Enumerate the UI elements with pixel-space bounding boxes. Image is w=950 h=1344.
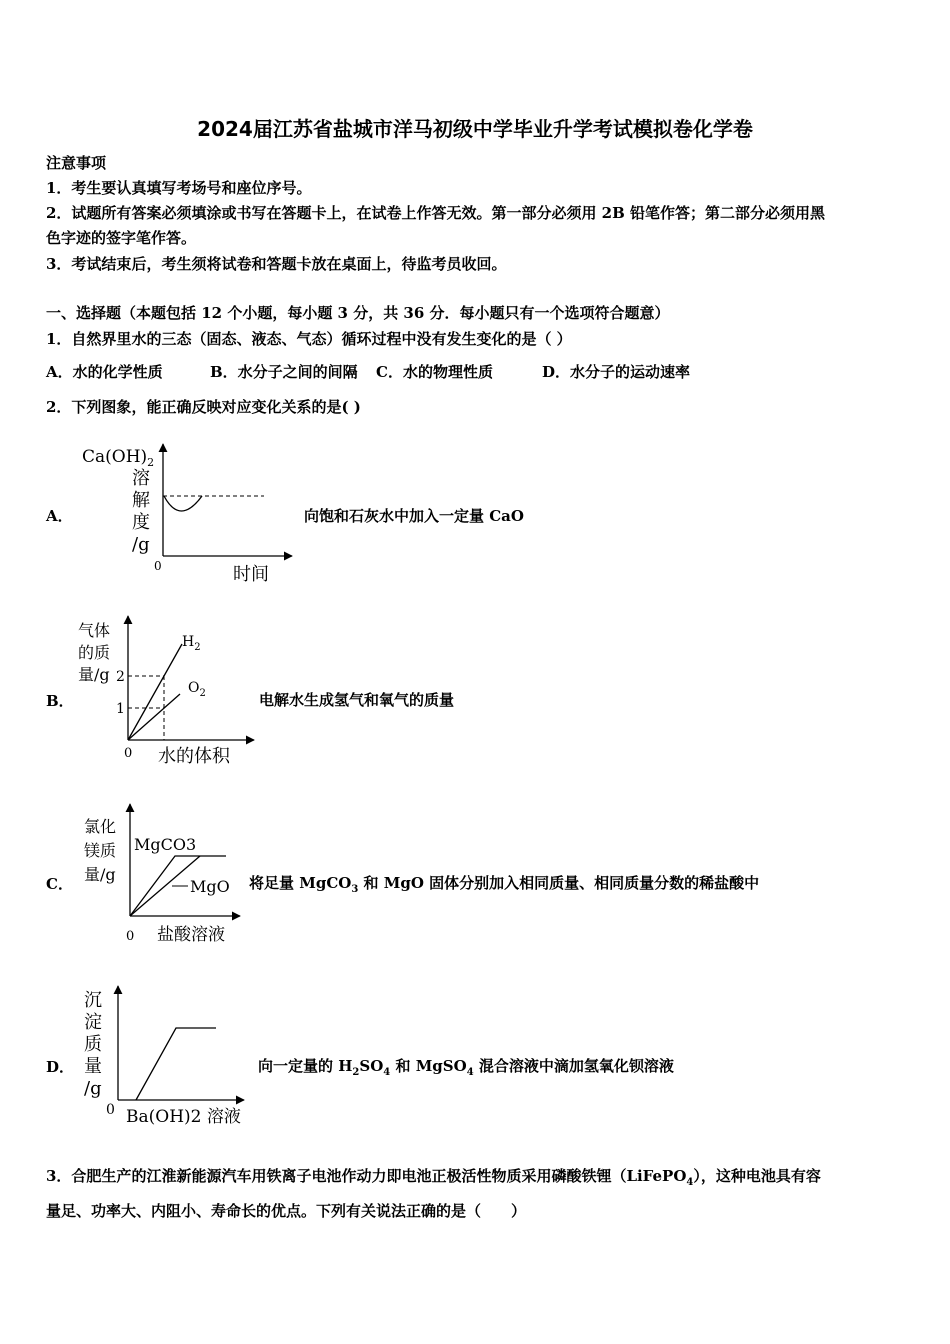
y-axis-label: 气体	[78, 621, 111, 640]
notice-heading: 注意事项	[46, 154, 107, 172]
page-title: 2024届江苏省盐城市洋马初级中学毕业升学考试模拟卷化学卷	[197, 117, 753, 141]
y-axis-label: 溶	[132, 468, 150, 489]
x-axis-title: 盐酸溶液	[157, 925, 225, 945]
y-axis-label: 镁质	[84, 841, 117, 860]
q2-option-b-desc: 电解水生成氢气和氧气的质量	[259, 691, 455, 709]
h2-line	[128, 644, 182, 740]
q2-option-a-desc: 向饱和石灰水中加入一定量 CaO	[304, 507, 524, 525]
origin-label: 0	[124, 746, 133, 761]
q1-option-d: D．水分子的运动速率	[542, 363, 691, 381]
y-axis-label: 量/g	[78, 665, 110, 684]
y-axis-label: 质	[84, 1034, 102, 1055]
question-3-stem: 3．合肥生产的江淮新能源汽车用铁离子电池作动力即电池正极活性物质采用磷酸铁锂（LiFePO$_4$），这种电池具有容	[46, 1167, 821, 1188]
question-3-stem-cont: 量足、功率大、内阻小、寿命长的优点。下列有关说法正确的是（ ）	[46, 1202, 527, 1220]
q1-option-c: C．水的物理性质	[376, 363, 493, 381]
x-axis-title: 时间	[233, 564, 269, 585]
y-axis-title: $Ca(OH)_2$	[82, 447, 155, 469]
tick-label: 1	[116, 701, 125, 717]
origin-label: 0	[126, 929, 135, 944]
q1-option-b: B．水分子之间的间隔	[210, 363, 358, 381]
notice-item: 3．考试结束后，考生须将试卷和答题卡放在桌面上，待监考员收回。	[46, 255, 507, 273]
y-axis-label: 解	[132, 490, 150, 511]
precipitate-line	[136, 1028, 216, 1100]
q2-option-d-desc: 向一定量的 $H_2SO_4$ 和 MgSO$_4$ 混合溶液中滴加氢氧化钡溶液	[258, 1057, 674, 1078]
graph-b	[72, 610, 252, 770]
x-axis-title: 水的体积	[158, 746, 230, 767]
x-axis-title: Ba(OH)2 溶液	[126, 1107, 241, 1127]
y-axis-label: 淀	[84, 1012, 102, 1033]
q1-option-a: A．水的化学性质	[46, 363, 163, 381]
y-axis-label: 氯化	[84, 817, 117, 836]
y-axis-label: 的质	[78, 643, 111, 662]
mgo-label: MgO	[190, 877, 230, 896]
o2-label: $O_2$	[188, 680, 206, 699]
q2-option-c-letter: C．	[46, 875, 73, 893]
origin-label: 0	[106, 1102, 115, 1118]
question-2-stem: 2．下列图象，能正确反映对应变化关系的是( )	[46, 398, 361, 416]
solubility-curve	[164, 496, 202, 511]
y-axis-label: /g	[84, 1078, 102, 1099]
origin-label: 0	[154, 559, 162, 573]
mgco3-label: MgCO3	[134, 835, 197, 854]
section-heading: 一、选择题（本题包括 12 个小题，每小题 3 分，共 36 分．每小题只有一个选项符合题意）	[46, 304, 670, 322]
q2-option-a-letter: A．	[46, 507, 73, 525]
graph-d	[80, 982, 260, 1132]
q2-option-c-desc: 将足量 MgCO$_3$ 和 MgO 固体分别加入相同质量、相同质量分数的稀盐酸中	[249, 874, 760, 895]
y-axis-label: 量/g	[84, 865, 116, 884]
question-1-stem: 1．自然界里水的三态（固态、液态、气态）循环过程中没有发生变化的是（ ）	[46, 330, 572, 348]
graph-a	[80, 438, 280, 588]
y-axis-label: 度	[132, 512, 150, 533]
graph-c	[80, 800, 260, 950]
o2-line	[128, 694, 180, 740]
notice-item: 2．试题所有答案必须填涂或书写在答题卡上，在试卷上作答无效。第一部分必须用 2B 铅笔作答；第二部分必须用黑	[46, 204, 826, 222]
notice-item: 色字迹的签字笔作答。	[46, 229, 197, 247]
h2-label: $H_2$	[182, 634, 201, 653]
y-axis-label: 量	[84, 1056, 102, 1077]
y-axis-label: 沉	[84, 990, 102, 1011]
y-axis-label: /g	[132, 534, 150, 555]
q2-option-d-letter: D．	[46, 1058, 75, 1076]
tick-label: 2	[116, 669, 125, 685]
q2-option-b-letter: B．	[46, 692, 74, 710]
notice-item: 1．考生要认真填写考场号和座位序号。	[46, 179, 312, 197]
